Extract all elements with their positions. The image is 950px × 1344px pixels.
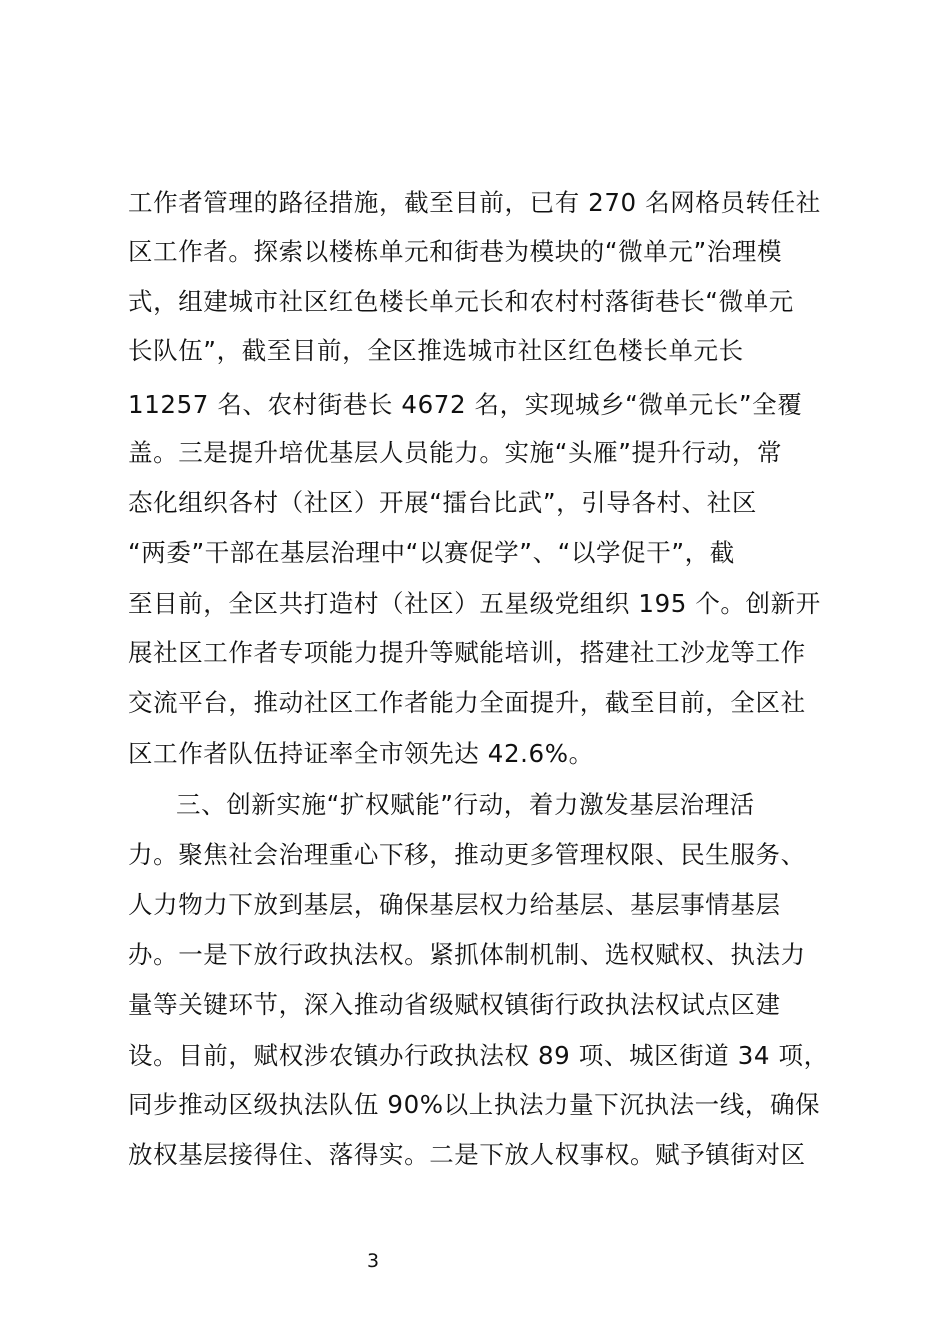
text-line: 交流平台，推动社区工作者能力全面提升，截至目前，全区社 xyxy=(128,688,806,717)
text-line: 至目前，全区共打造村（社区）五星级党组织 195 个。创新开 xyxy=(128,589,821,618)
text-line: 区工作者队伍持证率全市领先达 42.6%。 xyxy=(128,739,594,768)
text-line: 人力物力下放到基层，确保基层权力给基层、基层事情基层 xyxy=(128,890,781,919)
page-number: 3 xyxy=(366,1250,380,1272)
section-heading-line: 三、创新实施“扩权赋能”行动，着力激发基层治理活 xyxy=(176,790,755,819)
text-line: 式，组建城市社区红色楼长单元长和农村村落街巷长“微单元 xyxy=(128,287,794,316)
text-line: “两委”干部在基层治理中“以赛促学”、“以学促干”，截 xyxy=(128,538,735,567)
text-line: 长队伍”，截至目前，全区推选城市社区红色楼长单元长 xyxy=(128,336,744,365)
text-line: 办。一是下放行政执法权。紧抓体制机制、选权赋权、执法力 xyxy=(128,940,806,969)
text-line: 设。目前，赋权涉农镇办行政执法权 89 项、城区街道 34 项， xyxy=(128,1041,829,1070)
text-line: 同步推动区级执法队伍 90%以上执法力量下沉执法一线，确保 xyxy=(128,1090,821,1119)
text-line: 力。聚焦社会治理重心下移，推动更多管理权限、民生服务、 xyxy=(128,840,806,869)
text-line: 量等关键环节，深入推动省级赋权镇街行政执法权试点区建 xyxy=(128,990,781,1019)
text-line: 态化组织各村（社区）开展“擂台比武”，引导各村、社区 xyxy=(128,488,757,517)
text-line: 盖。三是提升培优基层人员能力。实施“头雁”提升行动，常 xyxy=(128,438,783,467)
text-line: 区工作者。探索以楼栋单元和街巷为模块的“微单元”治理模 xyxy=(128,237,783,266)
text-line: 放权基层接得住、落得实。二是下放人权事权。赋予镇街对区 xyxy=(128,1140,806,1169)
text-line: 11257 名、农村街巷长 4672 名，实现城乡“微单元长”全覆 xyxy=(128,390,803,419)
text-line: 展社区工作者专项能力提升等赋能培训，搭建社工沙龙等工作 xyxy=(128,638,806,667)
text-line: 工作者管理的路径措施，截至目前，已有 270 名网格员转任社 xyxy=(128,188,821,217)
